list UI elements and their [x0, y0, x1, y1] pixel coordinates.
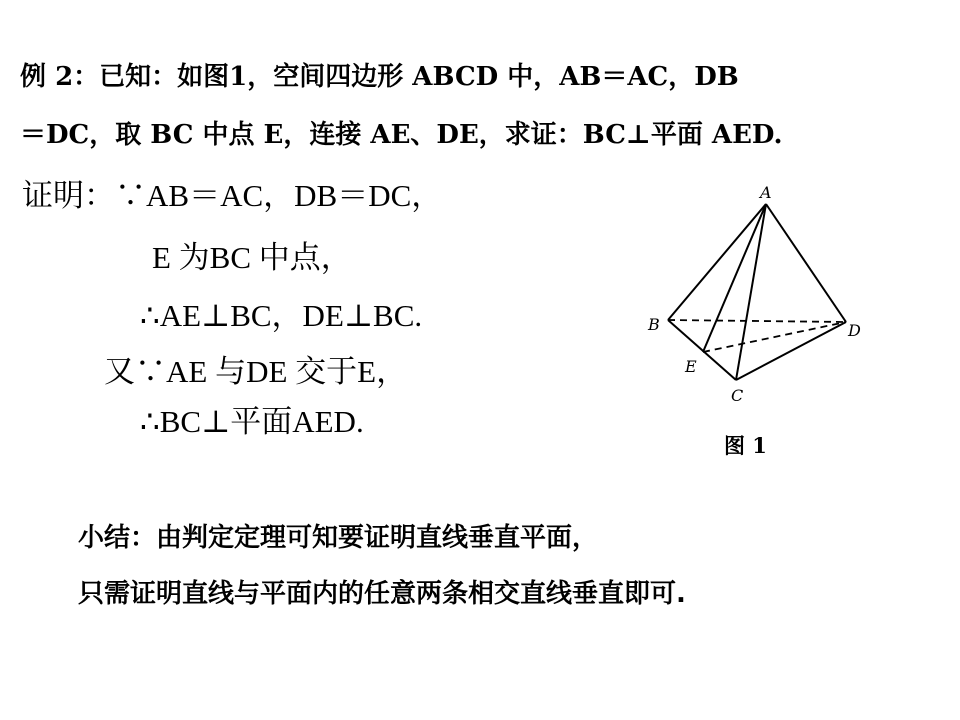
- vertex-A: A: [760, 183, 772, 202]
- example-label: 例: [20, 62, 47, 92]
- proof-block: [0, 0, 620, 440]
- summary-line-2: 只需证明直线与平面内的任意两条相交直线垂直即可.: [78, 579, 686, 609]
- proof-line-1: 证明：∵AB＝AC，DB＝DC，: [22, 178, 443, 213]
- proof-line-4: 又∵AE 与DE 交于E，: [104, 354, 408, 389]
- proof-line-3: ∴AE⊥BC，DE⊥BC.: [140, 298, 423, 333]
- edge-CD: [736, 322, 846, 380]
- summary-block: [78, 510, 918, 622]
- edge-BD-hidden: [668, 320, 846, 322]
- vertex-D: D: [848, 321, 861, 340]
- vertex-C: C: [731, 386, 744, 405]
- tetrahedron-figure: [640, 180, 880, 420]
- vertex-B: B: [648, 315, 660, 334]
- edge-AD: [766, 204, 846, 322]
- figure-caption: 图 1: [724, 433, 767, 458]
- edge-AB: [668, 204, 766, 320]
- problem-line-2: ＝DC，取 BC 中点 E，连接 AE、DE，求证：BC⊥平面 AED.: [20, 120, 783, 150]
- edge-AC: [736, 204, 766, 380]
- edge-BC: [668, 320, 736, 380]
- proof-line-2: E 为BC 中点，: [152, 240, 352, 275]
- summary-line-1: 小结：由判定定理可知要证明直线垂直平面，: [78, 523, 599, 553]
- vertex-E: E: [685, 357, 697, 376]
- problem-text-1: 2：已知：如图1，空间四边形 ABCD 中，AB＝AC，DB: [55, 62, 739, 92]
- edge-ED-hidden: [703, 322, 846, 352]
- proof-line-5: ∴BC⊥平面AED.: [140, 404, 364, 439]
- edge-AE: [703, 204, 766, 352]
